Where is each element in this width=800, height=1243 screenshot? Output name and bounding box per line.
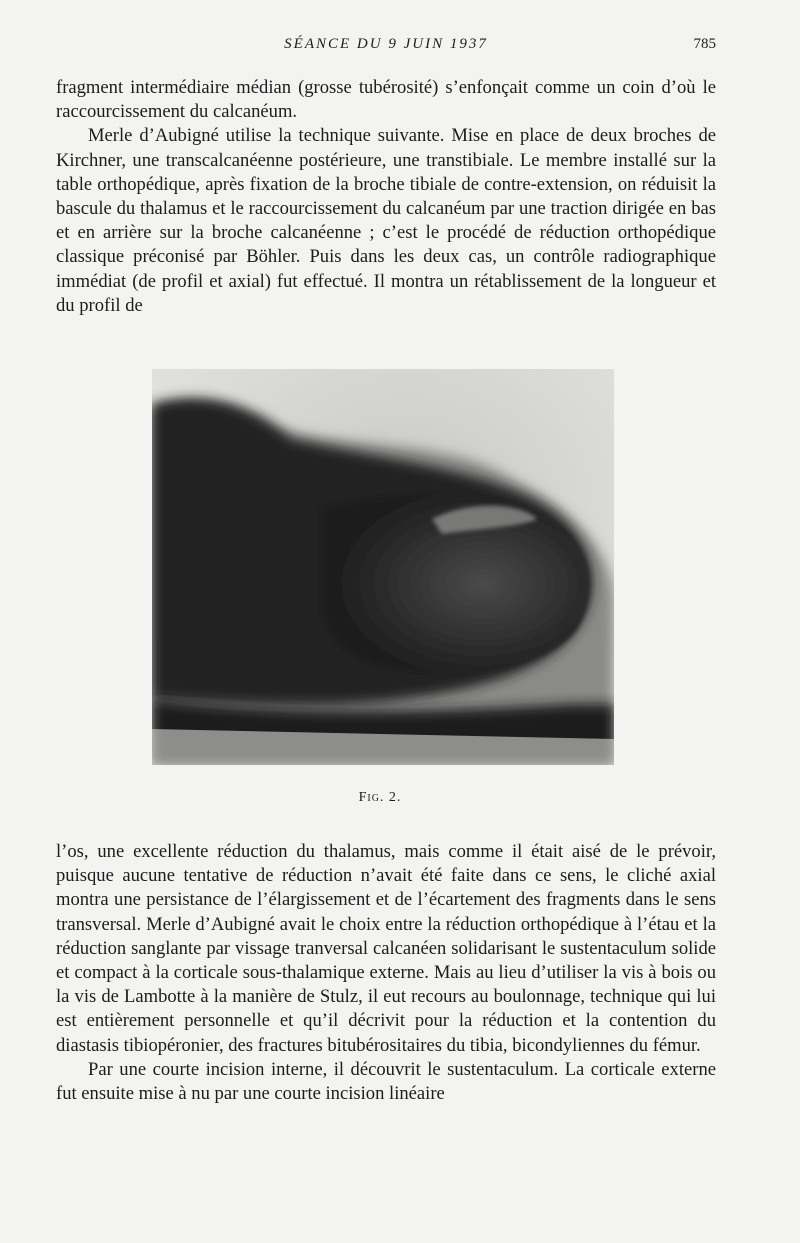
figure-caption: [0, 790, 760, 806]
paragraph: l’os, une excellente réduction du thalamus, mais comme il était aisé de le prévoir, puisque aucune tentative de réduction n’avait été faite dans ce sens, le cliché axial montra une persistance de l’élargissement et de l’écartement des fragments dans le sens transversal. Merle d’Aubigné avait le choix entre la réduction orthopédique à l’étau et la réduction sanglante par vissage tranversal calcanéen solidarisant le sustentaculum solide et compact à la corticale sous-thalamique externe. Mais au lieu d’utiliser la vis à bois ou la vis de Lambotte à la manière de Stulz, il eut recours au boulonnage, technique qui lui est entièrement personnelle et qu’il décrivit pour la réduction et la contention du diastasis tibiopéronier, des fractures bitubérositaires du tibia, bicondyliennes du fémur.: [56, 841, 716, 1056]
radiograph-figure: [152, 369, 614, 765]
radiograph-image: [152, 369, 614, 765]
paragraph: Par une courte incision interne, il découvrit le sustentaculum. La corticale externe fut ensuite mise à nu par une courte incision linéaire: [56, 1058, 716, 1105]
figure-caption-text: Fig. 2.: [358, 790, 402, 805]
paragraph: fragment intermédiaire médian (grosse tubérosité) s’enfonçait comme un coin d’où le raccourcissement du calcanéum.: [56, 77, 716, 123]
page-header: [56, 36, 716, 56]
paragraph: Merle d’Aubigné utilise la technique suivante. Mise en place de deux broches de Kirchner, une transcalcanéenne postérieure, une transtibiale. Le membre installé sur la table orthopédique, après fixation de la broche tibiale de contre-extension, on réduisit la bascule du thalamus et le raccourcissement du calcanéum par une traction dirigée en bas et en arrière sur la broche calcanéenne ; c’est le procédé de réduction orthopédique classique préconisé par Böhler. Puis dans les deux cas, un contrôle radiographique immédiat (de profil et axial) fut effectué. Il montra un rétablissement de la longueur et du profil de: [56, 125, 716, 316]
body-text-top: [56, 76, 716, 318]
page-number: 785: [693, 36, 716, 52]
body-text-bottom: [56, 840, 716, 1106]
running-title: SÉANCE DU 9 JUIN 1937: [284, 36, 488, 52]
